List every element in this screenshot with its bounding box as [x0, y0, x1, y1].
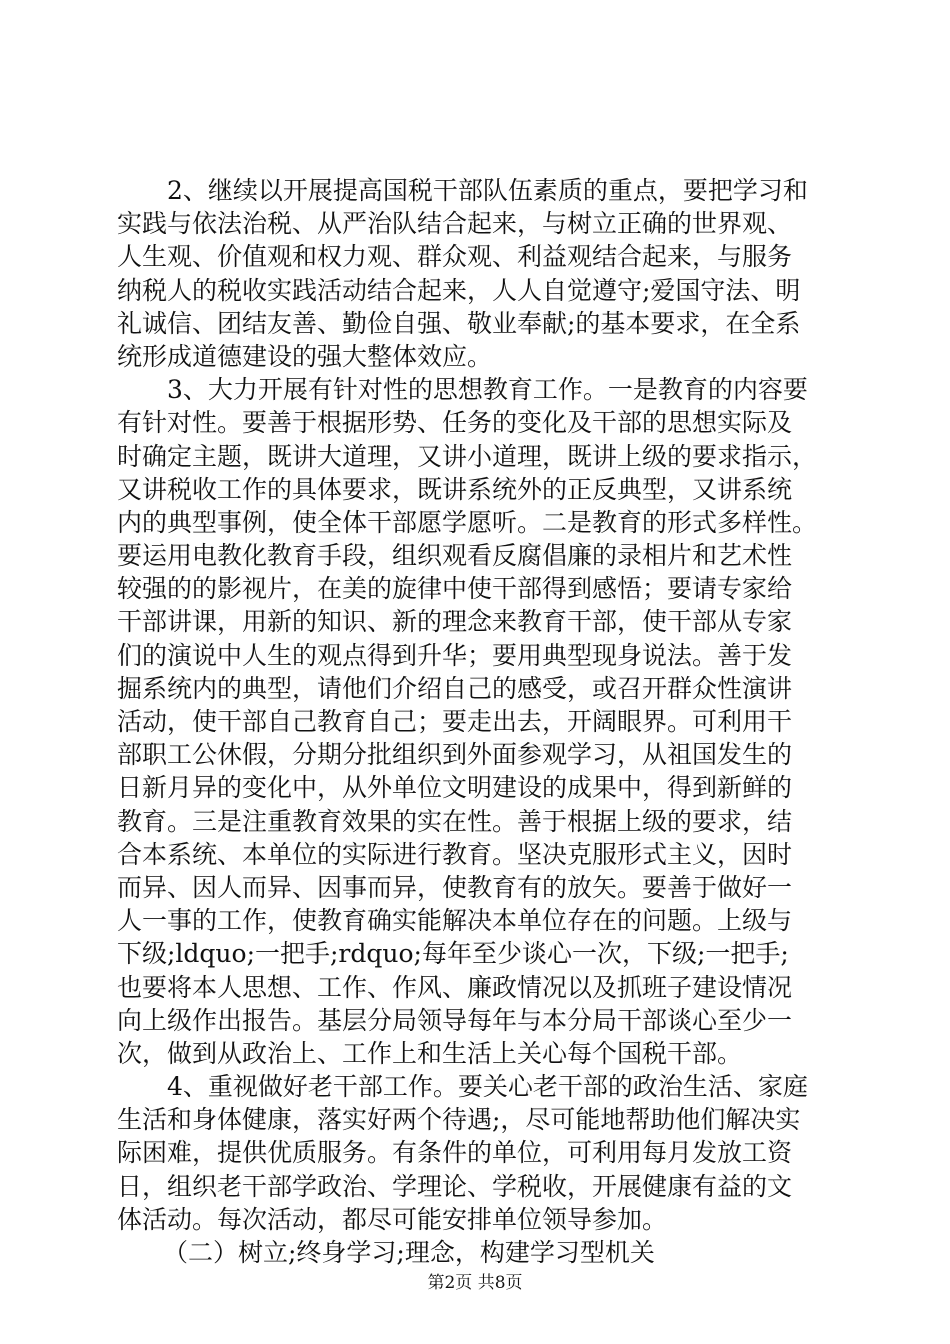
paragraph-4-line-4: 日，组织老干部学政治、学理论、学税收，开展健康有益的文 [117, 1171, 793, 1201]
paragraph-3-line-10: 掘系统内的典型，请他们介绍自己的感受，或召开群众性演讲 [117, 673, 793, 703]
paragraph-3-line-20: 向上级作出报告。基层分局领导每年与本分局干部谈心至少一 [117, 1005, 793, 1035]
paragraph-3-line-1: 3、大力开展有针对性的思想教育工作。一是教育的内容要 [167, 375, 808, 405]
paragraph-3-line-15: 合本系统、本单位的实际进行教育。坚决克服形式主义，因时 [117, 839, 793, 869]
paragraph-3-line-16: 而异、因人而异、因事而异，使教育有的放矢。要善于做好一 [117, 872, 793, 902]
paragraph-3-line-3: 时确定主题，既讲大道理，又讲小道理，既讲上级的要求指示， [117, 441, 818, 471]
paragraph-3-line-11: 活动，使干部自己教育自己；要走出去，开阔眼界。可利用干 [117, 707, 793, 736]
paragraph-3-line-4: 又讲税收工作的具体要求，既讲系统外的正反典型，又讲系统 [117, 474, 793, 504]
page-footer [0, 1271, 950, 1295]
paragraph-3-line-5: 内的典型事例，使全体干部愿学愿听。二是教育的形式多样性。 [117, 507, 818, 537]
paragraph-2-line-5: 礼诚信、团结友善、勤俭自强、敬业奉献;的基本要求，在全系 [117, 308, 801, 338]
paragraph-3-line-18: 下级;ldquo;一把手;rdquo;每年至少谈心一次，下级;一把手; [117, 939, 789, 969]
paragraph-4-line-5: 体活动。每次活动，都尽可能安排单位领导参加。 [117, 1204, 668, 1234]
paragraph-3-line-19: 也要将本人思想、工作、作风、廉政情况以及抓班子建设情况 [117, 972, 793, 1002]
paragraph-3-line-9: 们的演说中人生的观点得到升华；要用典型现身说法。善于发 [117, 640, 793, 670]
paragraph-2-line-3: 人生观、价值观和权力观、群众观、利益观结合起来，与服务 [117, 242, 793, 272]
paragraph-4-line-2: 生活和身体健康，落实好两个待遇;，尽可能地帮助他们解决实 [117, 1105, 801, 1135]
paragraph-4-line-3: 际困难，提供优质服务。有条件的单位，可利用每月发放工资 [117, 1138, 793, 1168]
paragraph-3-line-21: 次，做到从政治上、工作上和生活上关心每个国税干部。 [117, 1038, 743, 1068]
paragraph-3-line-17: 人一事的工作，使教育确实能解决本单位存在的问题。上级与 [117, 906, 793, 936]
page-number-label: 第2页 共8页 [427, 1273, 523, 1293]
paragraph-3-line-8: 干部讲课，用新的知识、新的理念来教育干部，使干部从专家 [117, 607, 793, 637]
section-heading: （二）树立;终身学习;理念，构建学习型机关 [163, 1238, 655, 1267]
paragraph-3-line-6: 要运用电教化教育手段，组织观看反腐倡廉的录相片和艺术性 [117, 541, 793, 571]
document-body [117, 174, 833, 1269]
paragraph-3-line-13: 日新月异的变化中，从外单位文明建设的成果中，得到新鲜的 [117, 773, 793, 803]
paragraph-3-line-12: 部职工公休假，分期分批组织到外面参观学习，从祖国发生的 [117, 740, 793, 770]
paragraph-3-line-2: 有针对性。要善于根据形势、任务的变化及干部的思想实际及 [117, 408, 793, 438]
paragraph-2-line-1: 2、继续以开展提高国税干部队伍素质的重点，要把学习和 [167, 176, 808, 205]
paragraph-2-line-6: 统形成道德建设的强大整体效应。 [117, 341, 493, 371]
paragraph-3-line-7: 较强的的影视片，在美的旋律中使干部得到感悟；要请专家给 [117, 574, 793, 604]
paragraph-4-line-1: 4、重视做好老干部工作。要关心老干部的政治生活、家庭 [167, 1072, 808, 1102]
paragraph-2-line-2: 实践与依法治税、从严治队结合起来，与树立正确的世界观、 [117, 209, 793, 239]
paragraph-3-line-14: 教育。三是注重教育效果的实在性。善于根据上级的要求，结 [117, 806, 793, 836]
paragraph-2-line-4: 纳税人的税收实践活动结合起来，人人自觉遵守;爱国守法、明 [117, 275, 801, 305]
